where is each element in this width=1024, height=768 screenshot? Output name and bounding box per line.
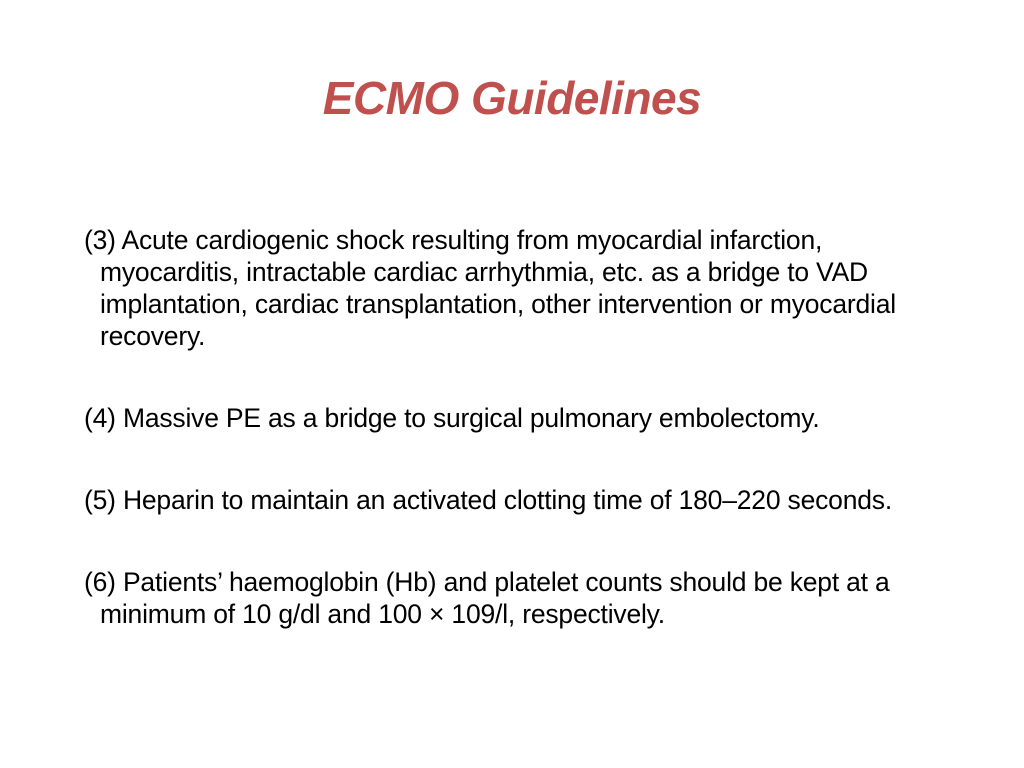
paragraph-3: (3) Acute cardiogenic shock resulting from myocardial infarction, myocarditis, intractable cardiac arrhythmia, etc. as a bridge to VAD implantation, cardiac transplantation, other intervention or myocardial recovery. (84, 225, 896, 351)
paragraph-6: (6) Patients’ haemoglobin (Hb) and platelet counts should be kept at a minimum of 10 g/dl and 100 × 109/l, respectively. (84, 567, 890, 629)
slide-title: ECMO Guidelines (322, 72, 702, 124)
slide-body (84, 224, 964, 630)
paragraph-4: (4) Massive PE as a bridge to surgical pulmonary embolectomy. (84, 403, 820, 433)
paragraph-5: (5) Heparin to maintain an activated clotting time of 180–220 seconds. (84, 485, 892, 515)
